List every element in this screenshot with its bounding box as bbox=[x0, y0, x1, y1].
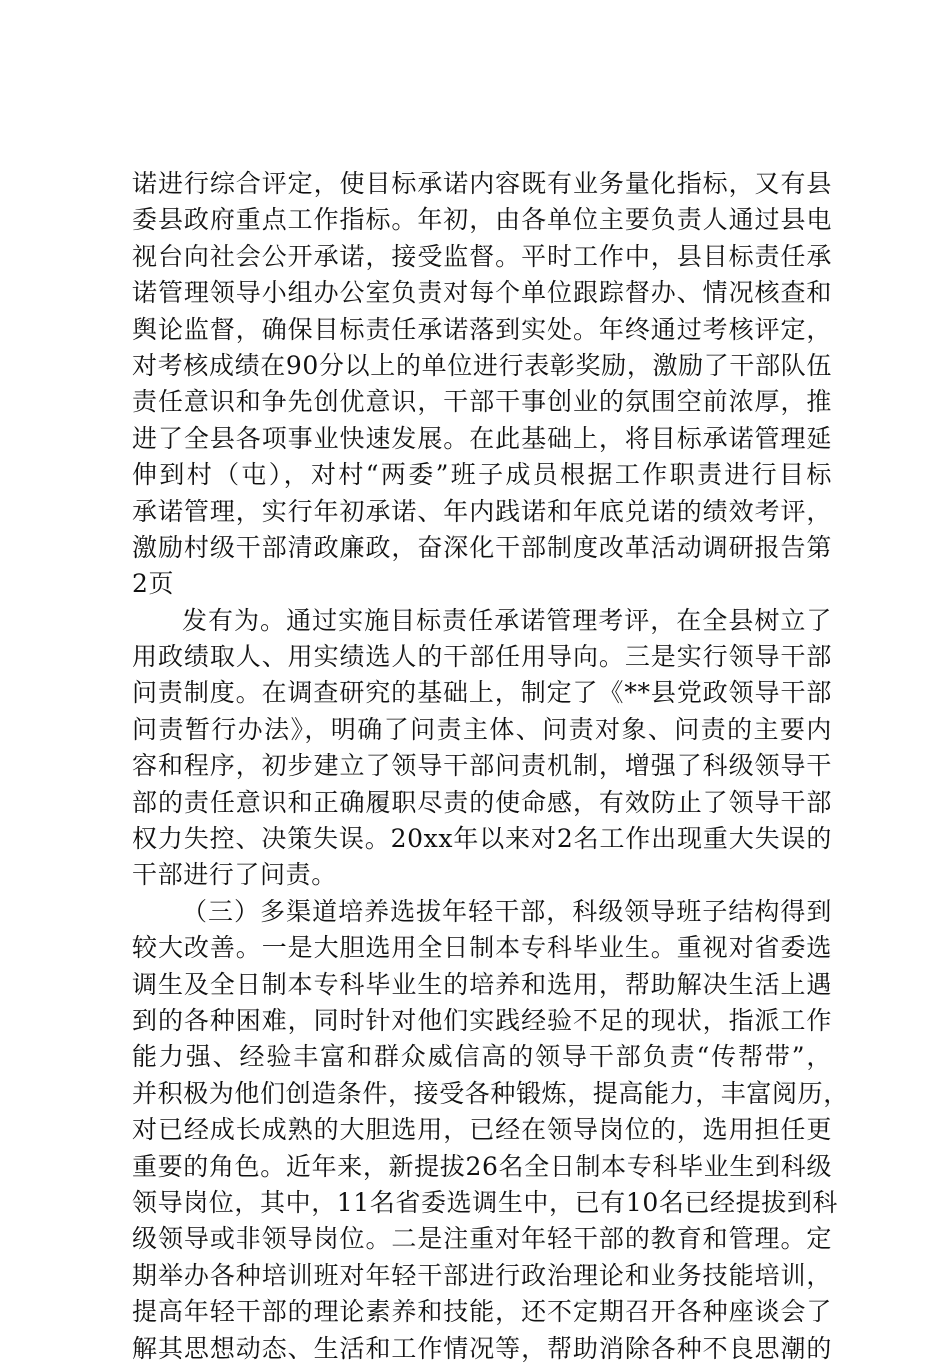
text-line: 解其思想动态、生活和工作情况等，帮助消除各种不良思潮的 bbox=[132, 1333, 832, 1363]
text-line: 对已经成长成熟的大胆选用，已经在领导岗位的，选用担任更 bbox=[132, 1115, 832, 1145]
text-line: 领导岗位，其中，11名省委选调生中，已有10名已经提拔到科 bbox=[132, 1187, 839, 1217]
text-line: 用政绩取人、用实绩选人的干部任用导向。三是实行领导干部 bbox=[132, 642, 832, 672]
text-line: 进了全县各项事业快速发展。在此基础上，将目标承诺管理延 bbox=[132, 423, 832, 453]
text-line: 权力失控、决策失误。20xx年以来对2名工作出现重大失误的 bbox=[132, 824, 832, 854]
text-line: 问责制度。在调查研究的基础上，制定了《**县党政领导干部 bbox=[132, 678, 832, 708]
text-line: 较大改善。一是大胆选用全日制本专科毕业生。重视对省委选 bbox=[132, 933, 832, 963]
text-line: 视台向社会公开承诺，接受监督。平时工作中，县目标责任承 bbox=[132, 241, 832, 271]
text-line: 伸到村（屯），对村“两委”班子成员根据工作职责进行目标 bbox=[132, 460, 832, 490]
text-line: 部的责任意识和正确履职尽责的使命感，有效防止了领导干部 bbox=[132, 787, 832, 817]
text-line: 能力强、经验丰富和群众威信高的领导干部负责“传帮带”， bbox=[132, 1042, 832, 1072]
text-line: 容和程序，初步建立了领导干部问责机制，增强了科级领导干 bbox=[132, 751, 832, 781]
text-line: 委县政府重点工作指标。年初，由各单位主要负责人通过县电 bbox=[132, 205, 832, 235]
text-line: 级领导或非领导岗位。二是注重对年轻干部的教育和管理。定 bbox=[132, 1224, 832, 1254]
body-text bbox=[132, 166, 849, 1367]
text-line: （三）多渠道培养选拔年轻干部，科级领导班子结构得到 bbox=[182, 896, 832, 926]
text-line: 重要的角色。近年来，新提拔26名全日制本专科毕业生到科级 bbox=[132, 1151, 832, 1181]
text-line: 提高年轻干部的理论素养和技能，还不定期召开各种座谈会了 bbox=[132, 1297, 832, 1327]
text-line: 干部进行了问责。 bbox=[132, 860, 337, 890]
text-line: 对考核成绩在90分以上的单位进行表彰奖励，激励了干部队伍 bbox=[132, 350, 832, 380]
text-line: 2页 bbox=[132, 569, 175, 599]
text-line: 问责暂行办法》，明确了问责主体、问责对象、问责的主要内 bbox=[132, 714, 832, 744]
text-line: 诺进行综合评定，使目标承诺内容既有业务量化指标，又有县 bbox=[132, 169, 832, 198]
text-line: 承诺管理，实行年初承诺、年内践诺和年底兑诺的绩效考评， bbox=[132, 496, 832, 526]
text-line: 舆论监督，确保目标责任承诺落到实处。年终通过考核评定， bbox=[132, 314, 832, 344]
text-line: 责任意识和争先创优意识，干部干事创业的氛围空前浓厚，推 bbox=[132, 387, 832, 417]
text-line: 调生及全日制本专科毕业生的培养和选用，帮助解决生活上遇 bbox=[132, 969, 832, 999]
text-line: 并积极为他们创造条件，接受各种锻炼，提高能力，丰富阅历， bbox=[132, 1078, 849, 1108]
text-line: 诺管理领导小组办公室负责对每个单位跟踪督办、情况核查和 bbox=[132, 278, 832, 308]
text-line: 期举办各种培训班对年轻干部进行政治理论和业务技能培训， bbox=[132, 1260, 832, 1290]
text-line: 到的各种困难，同时针对他们实践经验不足的现状，指派工作 bbox=[132, 1005, 832, 1035]
text-line: 发有为。通过实施目标责任承诺管理考评，在全县树立了 bbox=[182, 605, 832, 635]
text-line: 激励村级干部清政廉政，奋深化干部制度改革活动调研报告第 bbox=[132, 532, 832, 562]
